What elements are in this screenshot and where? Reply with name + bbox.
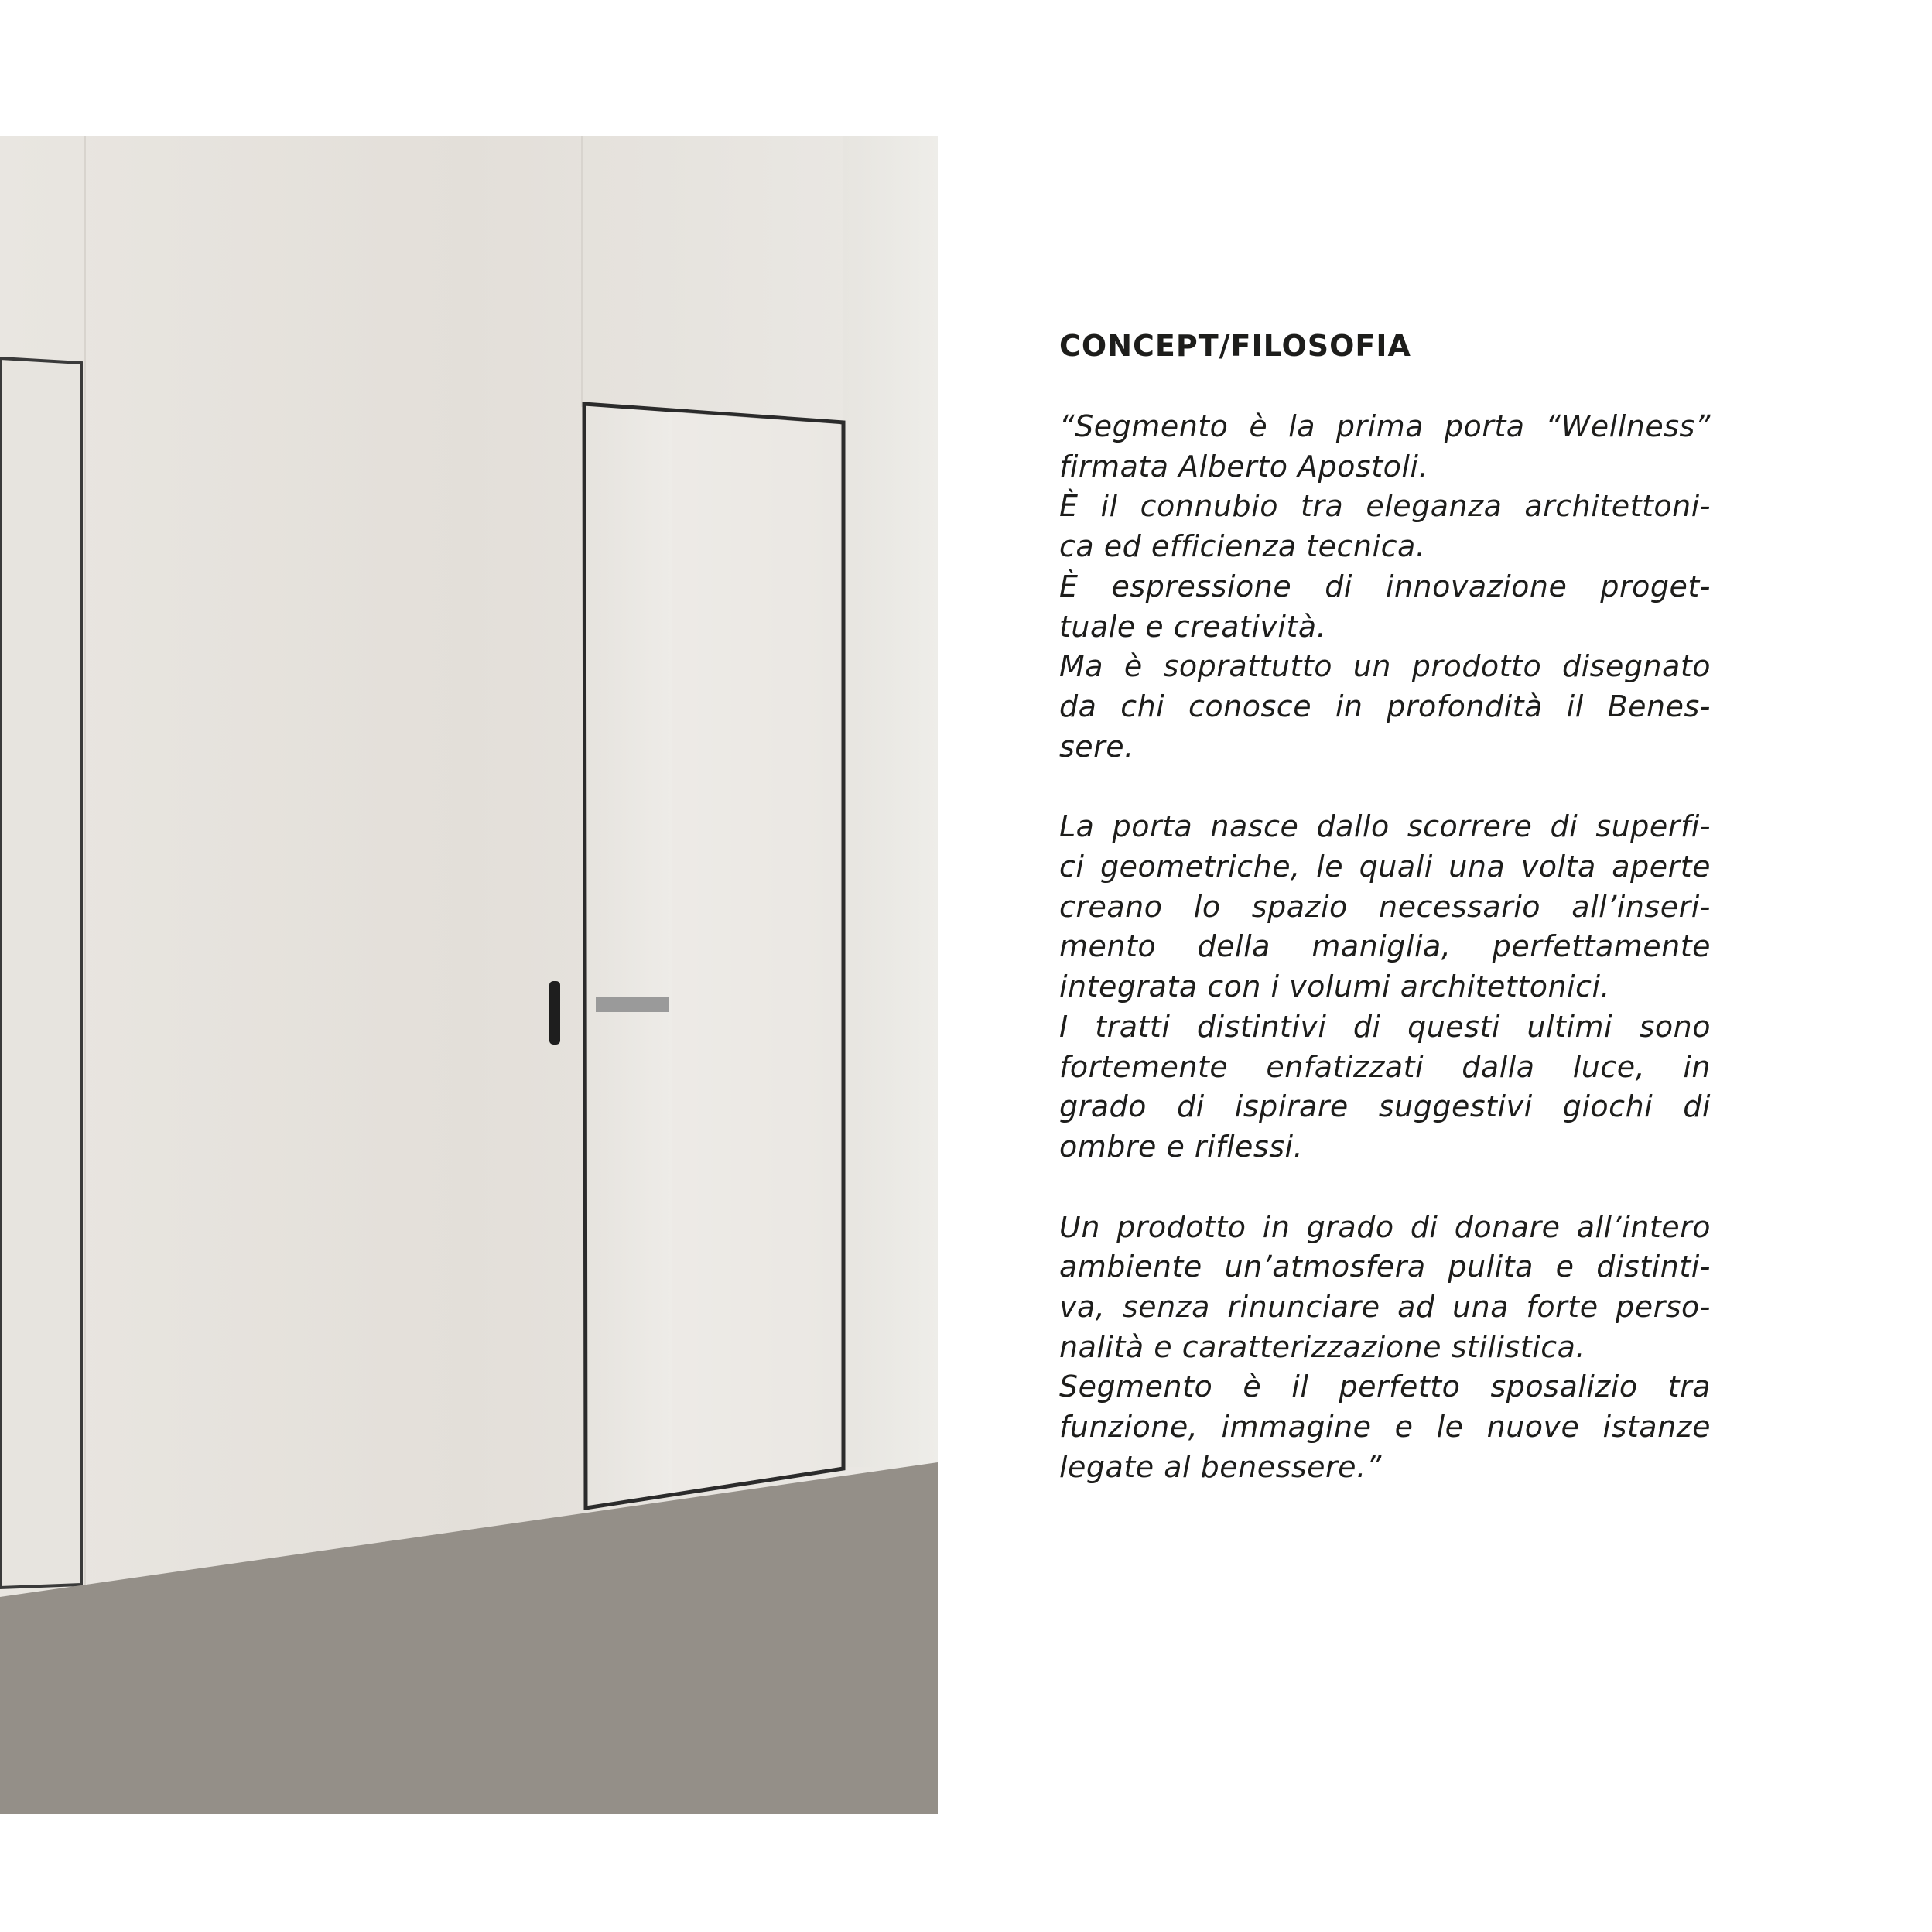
text-line: sere.	[1059, 729, 1134, 764]
lock-icon	[549, 981, 560, 1045]
text-line: È il connubio tra eleganza architettoni-	[1059, 489, 1711, 524]
right-wall	[843, 136, 938, 1467]
section-heading: CONCEPT/FILOSOFIA	[1059, 329, 1411, 363]
text-line: da chi conosce in profondità il Benes-	[1059, 689, 1711, 723]
text-line: ombre e riflessi.	[1059, 1129, 1304, 1164]
text-line: I tratti distintivi di questi ultimi sono	[1059, 1009, 1711, 1044]
text-line: tuale e creatività.	[1059, 609, 1327, 644]
left-door	[0, 358, 81, 1588]
paragraph-closing	[1059, 1208, 1711, 1488]
text-line: ambiente un’atmosfera pulita e distinti-	[1059, 1250, 1711, 1284]
text-line: fortemente enfatizzati dalla luce, in	[1059, 1049, 1711, 1084]
door-panel	[672, 412, 840, 1493]
text-line: Segmento è il perfetto sposalizio tra	[1059, 1369, 1711, 1404]
text-line: nalità e caratterizzazione stilistica.	[1059, 1329, 1586, 1364]
door-photo	[0, 136, 938, 1814]
text-line: funzione, immagine e le nuove istanze	[1059, 1410, 1711, 1445]
text-line: ci geometriche, le quali una volta aperte	[1059, 850, 1711, 884]
text-line: “Segmento è la prima porta “Wellness”	[1059, 409, 1711, 443]
text-line: È espressione di innovazione proget-	[1059, 569, 1711, 604]
text-line: Ma è soprattutto un prodotto disegnato	[1059, 649, 1711, 684]
text-line: grado di ispirare suggestivi giochi di	[1059, 1089, 1711, 1124]
text-line: La porta nasce dallo scorrere di superfi-	[1059, 809, 1711, 844]
text-line: va, senza rinunciare ad una forte perso-	[1059, 1290, 1711, 1325]
door-photo-icon	[0, 136, 938, 1814]
text-line: ca ed efficienza tecnica.	[1059, 529, 1426, 564]
text-line: creano lo spazio necessario all’inseri-	[1059, 889, 1711, 924]
paragraph-intro	[1059, 407, 1711, 767]
text-line: legate al benessere.”	[1059, 1449, 1382, 1484]
text-line: firmata Alberto Apostoli.	[1059, 449, 1429, 484]
handle-icon	[596, 997, 669, 1012]
text-line: integrata con i volumi architettonici.	[1059, 969, 1611, 1004]
text-line: mento della maniglia, perfettamente	[1059, 929, 1711, 964]
text-line: Un prodotto in grado di donare all’intero	[1059, 1209, 1711, 1244]
paragraph-design	[1059, 807, 1711, 1167]
text-column	[1059, 323, 1711, 1528]
